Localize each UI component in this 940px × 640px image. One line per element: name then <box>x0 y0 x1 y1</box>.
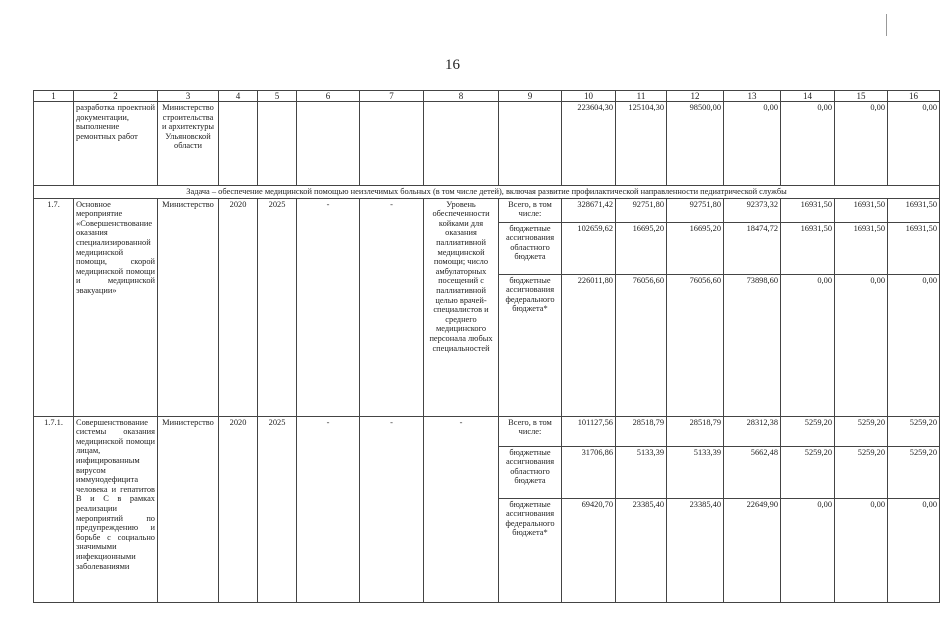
value-cell: 16931,50 <box>888 198 940 222</box>
value-cell: 69420,70 <box>562 498 616 602</box>
value-cell: 5259,20 <box>888 446 940 498</box>
value-cell: 0,00 <box>888 498 940 602</box>
funding-source: бюджетные ассигнования федерального бюджета* <box>499 498 562 602</box>
value-cell: 28518,79 <box>667 416 724 446</box>
dash-cell: - <box>360 198 424 416</box>
value-cell: 16931,50 <box>835 222 888 274</box>
value-cell: 22649,90 <box>724 498 781 602</box>
value-cell: 23385,40 <box>616 498 667 602</box>
value-cell: 5259,20 <box>888 416 940 446</box>
value-cell: 0,00 <box>835 274 888 416</box>
item-number: 1.7.1. <box>34 416 74 602</box>
value-cell: 23385,40 <box>667 498 724 602</box>
measure-name: Основное мероприятие «Совершенствование оказания специализированной медицинской помощи, скорой медицинской помощи и медицинской эвакуации» <box>74 198 158 416</box>
end-year: 2025 <box>258 198 297 416</box>
value-cell: 16695,20 <box>667 222 724 274</box>
value-cell: 226011,80 <box>562 274 616 416</box>
col-header: 5 <box>258 91 297 102</box>
col-header: 15 <box>835 91 888 102</box>
value-cell: 76056,60 <box>667 274 724 416</box>
funding-source: бюджетные ассигнования областного бюджета <box>499 222 562 274</box>
item-number: 1.7. <box>34 198 74 416</box>
value-cell: 92373,32 <box>724 198 781 222</box>
col-header: 4 <box>219 91 258 102</box>
col-header: 1 <box>34 91 74 102</box>
value-cell: 0,00 <box>781 102 835 186</box>
executor: Министерство <box>158 416 219 602</box>
value-cell: 0,00 <box>781 498 835 602</box>
dash-cell: - <box>297 416 360 602</box>
value-cell: 98500,00 <box>667 102 724 186</box>
value-cell: 328671,42 <box>562 198 616 222</box>
col-header: 2 <box>74 91 158 102</box>
value-cell: 28518,79 <box>616 416 667 446</box>
value-cell: 0,00 <box>835 498 888 602</box>
measure-name: разработка проектной документации, выполнение ремонтных работ <box>74 102 158 186</box>
col-header: 9 <box>499 91 562 102</box>
value-cell: 73898,60 <box>724 274 781 416</box>
task-row <box>34 186 940 199</box>
column-numbers-row <box>34 91 940 102</box>
value-cell: 5133,39 <box>667 446 724 498</box>
value-cell: 223604,30 <box>562 102 616 186</box>
value-cell: 18474,72 <box>724 222 781 274</box>
col-header: 10 <box>562 91 616 102</box>
value-cell: 0,00 <box>835 102 888 186</box>
table-row <box>34 198 940 222</box>
end-year: 2025 <box>258 416 297 602</box>
value-cell: 102659,62 <box>562 222 616 274</box>
dash-cell: - <box>297 198 360 416</box>
page-number: 16 <box>445 57 460 73</box>
measure-name: Совершенствование системы оказания медицинской помощи лицам, инфицированным вирусом иммунодефицита человека и гепатитов В и С в рамках реализации мероприятий по предупреждению и борьбе с социально значимыми инфекционными заболеваниями <box>74 416 158 602</box>
task-text: Задача – обеспечение медицинской помощью неизлечимых больных (в том числе детей), включая развитие профилактической направленности педиатрической службы <box>34 186 940 199</box>
value-cell: 0,00 <box>724 102 781 186</box>
value-cell: 16931,50 <box>888 222 940 274</box>
col-header: 16 <box>888 91 940 102</box>
value-cell: 5259,20 <box>835 416 888 446</box>
value-cell: 5259,20 <box>781 446 835 498</box>
value-cell: 101127,56 <box>562 416 616 446</box>
start-year: 2020 <box>219 198 258 416</box>
value-cell: 16695,20 <box>616 222 667 274</box>
value-cell: 5259,20 <box>835 446 888 498</box>
value-cell: 16931,50 <box>781 198 835 222</box>
col-header: 14 <box>781 91 835 102</box>
executor: Министерство <box>158 198 219 416</box>
value-cell: 5259,20 <box>781 416 835 446</box>
col-header: 13 <box>724 91 781 102</box>
value-cell: 28312,38 <box>724 416 781 446</box>
program-table <box>33 90 940 603</box>
col-header: 11 <box>616 91 667 102</box>
col-header: 12 <box>667 91 724 102</box>
value-cell: 92751,80 <box>616 198 667 222</box>
start-year: 2020 <box>219 416 258 602</box>
funding-source: Всего, в том числе: <box>499 198 562 222</box>
executor: Министерство строительства и архитектуры Ульяновской области <box>158 102 219 186</box>
value-cell: 5133,39 <box>616 446 667 498</box>
col-header: 3 <box>158 91 219 102</box>
table-row <box>34 416 940 446</box>
value-cell: 76056,60 <box>616 274 667 416</box>
value-cell: 0,00 <box>888 274 940 416</box>
col-header: 6 <box>297 91 360 102</box>
table-row <box>34 102 940 186</box>
value-cell: 16931,50 <box>835 198 888 222</box>
value-cell: 125104,30 <box>616 102 667 186</box>
funding-source: Всего, в том числе: <box>499 416 562 446</box>
funding-source: бюджетные ассигнования федерального бюджета* <box>499 274 562 416</box>
dash-cell: - <box>424 416 499 602</box>
value-cell: 0,00 <box>781 274 835 416</box>
col-header: 8 <box>424 91 499 102</box>
indicator: Уровень обеспеченности койками для оказания паллиативной медицинской помощи; число амбулаторных посещений с паллиативной целью врачей-специалистов и среднего медицинского персонала любых специальностей <box>424 198 499 416</box>
value-cell: 31706,86 <box>562 446 616 498</box>
dash-cell: - <box>360 416 424 602</box>
col-header: 7 <box>360 91 424 102</box>
funding-source: бюджетные ассигнования областного бюджета <box>499 446 562 498</box>
value-cell: 5662,48 <box>724 446 781 498</box>
value-cell: 92751,80 <box>667 198 724 222</box>
margin-mark <box>886 14 887 36</box>
value-cell: 16931,50 <box>781 222 835 274</box>
value-cell: 0,00 <box>888 102 940 186</box>
